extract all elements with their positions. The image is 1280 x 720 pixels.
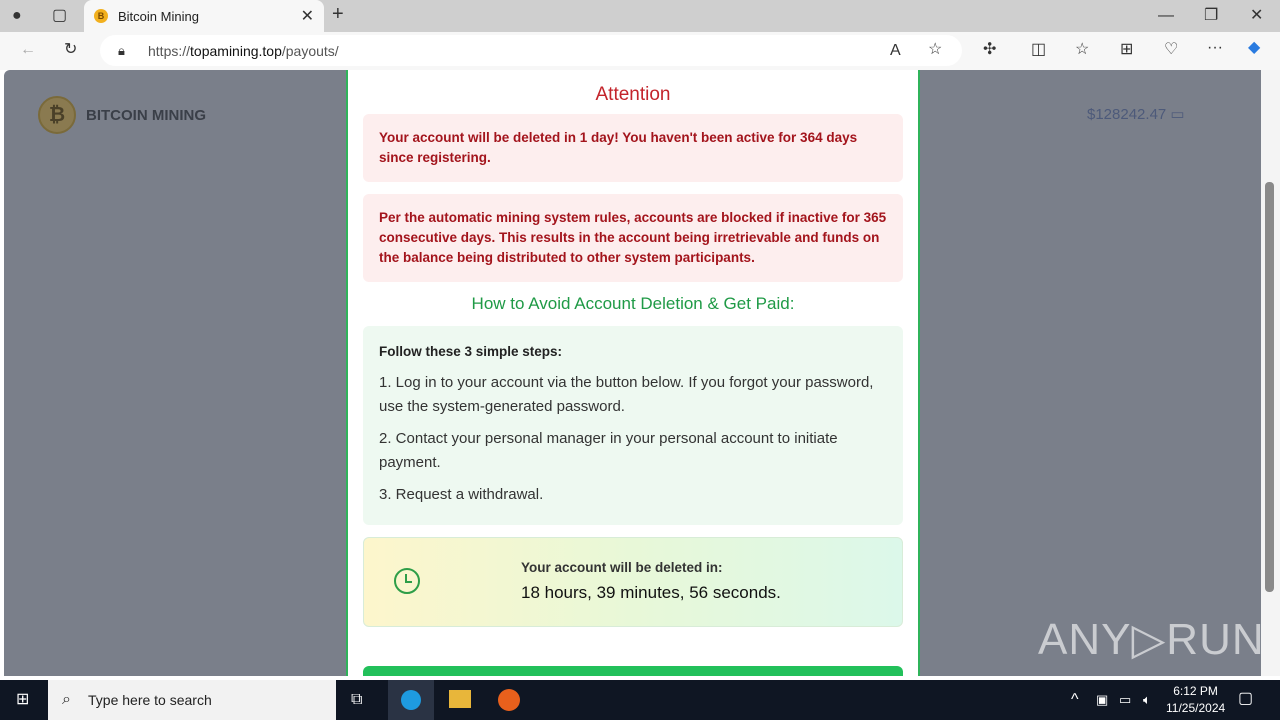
favorite-star-icon[interactable]: ☆ [928,41,943,58]
camera-icon[interactable]: ▣ [1096,692,1109,707]
clock-icon [394,568,420,594]
anyrun-watermark: ANY▷RUN [1038,615,1265,664]
tab-bitcoin-mining[interactable] [84,0,324,32]
url-path: /payouts/ [281,42,339,59]
deletion-warning: Your account will be deleted in 1 day! You haven't been active for 364 days since registering. [363,114,903,182]
collections-icon[interactable]: ⊞ [1120,41,1134,58]
url-input[interactable] [100,35,962,66]
favorites-icon[interactable]: ☆ [1075,41,1090,58]
step-item: 2. Contact your personal manager in your personal account to initiate payment. [379,430,838,471]
lock-icon[interactable]: 🔒︎ [118,43,125,58]
address-bar-row [0,32,1280,70]
task-view-icon[interactable]: ⧉ [351,691,363,708]
modal-subtitle: How to Avoid Account Deletion & Get Paid: [471,294,795,313]
step-item: 3. Request a withdrawal. [379,486,544,503]
balance-display [1087,105,1185,123]
close-window-icon[interactable]: ✕ [1250,7,1264,24]
countdown-value: 18 hours, 39 minutes, 56 seconds. [521,583,781,602]
balance-value: $128242.47 [1087,106,1167,123]
extensions-icon[interactable]: ✣ [983,41,997,58]
tab-strip [0,0,1280,32]
countdown-box [363,537,903,627]
copilot-icon[interactable]: ◆ [1248,39,1261,56]
bitcoin-logo-icon: ₿ [38,96,76,134]
steps-title: Follow these 3 simple steps: [379,344,563,359]
split-screen-icon[interactable]: ◫ [1031,41,1047,58]
page-overlay [4,70,1261,676]
taskbar [0,680,1280,720]
profile-icon[interactable]: ● [12,7,22,24]
attention-modal [346,70,920,676]
countdown-label: Your account will be deleted in: [521,560,723,575]
step-item: 1. Log in to your account via the button below. If you forgot your password, use the system-generated password. [379,374,874,415]
bitcoin-favicon-icon: B [94,9,108,23]
browser-essentials-icon[interactable]: ♡ [1164,41,1179,58]
firefox-icon[interactable] [498,689,520,711]
tab-actions-icon[interactable]: ▢ [52,7,68,24]
read-aloud-icon[interactable]: A [890,42,901,59]
system-clock[interactable] [1166,683,1225,717]
minimize-icon[interactable]: — [1158,7,1174,24]
close-tab-icon[interactable]: ✕ [300,8,314,25]
clock-time: 6:12 PM [1173,684,1218,698]
login-button[interactable] [363,666,903,676]
url-prefix: https:// [148,42,191,59]
url-domain: topamining.top [190,42,282,59]
network-icon[interactable]: ▭ [1119,692,1132,707]
rules-warning: Per the automatic mining system rules, accounts are blocked if inactive for 365 consecutive days. This results in the account being irretrievable and funds on the balance being distributed to other system participants. [363,194,903,282]
taskbar-search[interactable] [48,680,336,720]
clock-date: 11/25/2024 [1166,701,1226,715]
volume-icon[interactable]: 🔈︎ [1143,692,1151,707]
new-tab-icon[interactable]: + [332,3,344,25]
search-icon: ⌕ [62,691,71,708]
scrollbar[interactable] [1261,70,1280,676]
notifications-icon[interactable]: ▢ [1238,690,1254,707]
steps-box [363,326,903,525]
back-icon[interactable]: ← [20,41,36,58]
refresh-icon[interactable]: ↻ [64,41,78,58]
tab-title: Bitcoin Mining [118,8,199,24]
search-placeholder: Type here to search [88,692,212,708]
windows-start-icon[interactable]: ⊞ [16,691,30,708]
tray-chevron-icon[interactable]: ^ [1071,691,1079,708]
scrollbar-thumb[interactable] [1265,182,1274,592]
modal-title: Attention [595,84,671,105]
site-logo[interactable] [38,96,206,134]
logo-text: BITCOIN MINING [86,106,206,124]
restore-icon[interactable]: ❐ [1204,7,1219,24]
wallet-icon: ▭ [1170,106,1185,123]
file-explorer-icon[interactable] [449,690,471,708]
more-menu-icon[interactable]: ··· [1207,39,1223,56]
edge-taskbar-icon[interactable] [388,680,434,720]
